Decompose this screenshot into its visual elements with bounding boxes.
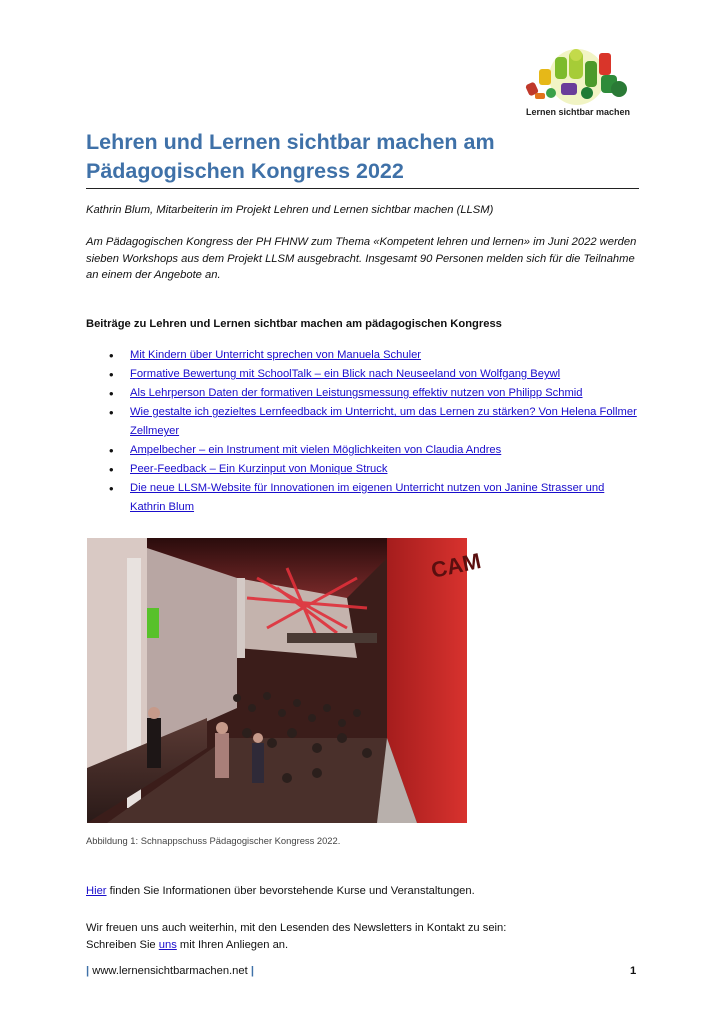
intro-paragraph: Am Pädagogischen Kongress der PH FHNW zum Thema «Kompetent lehren und lernen» im Juni 2022 werden sieben Workshops aus dem Projekt LLSM ausgebracht. Insgesamt 90 Personen melden sich für die Teilnahme an einem der Angebote an.	[86, 236, 637, 281]
contributions-list	[86, 346, 642, 517]
contribution-link[interactable]: Ampelbecher – ein Instrument mit vielen Möglichkeiten von Claudia Andres	[130, 444, 502, 456]
list-item	[86, 479, 642, 517]
list-item	[86, 441, 642, 460]
author-line: Kathrin Blum, Mitarbeiterin im Projekt Lehren und Lernen sichtbar machen (LLSM)	[86, 204, 494, 216]
footer	[86, 965, 254, 977]
logo-text: Lernen sichtbar machen	[525, 107, 631, 117]
contact-text-post: mit Ihren Anliegen an.	[176, 939, 289, 951]
congress-photo	[87, 538, 484, 823]
page-title: Lehren und Lernen sichtbar machen am Pädagogischen Kongress 2022	[86, 130, 495, 183]
contributions-heading: Beiträge zu Lehren und Lernen sichtbar machen am pädagogischen Kongress	[86, 318, 502, 330]
footer-bar-left: |	[86, 965, 90, 977]
figure-caption: Abbildung 1: Schnappschuss Pädagogischer Kongress 2022.	[86, 835, 341, 846]
logo-graphic	[517, 45, 639, 107]
courses-link[interactable]: Hier	[86, 885, 107, 897]
footer-bar-right: |	[250, 965, 254, 977]
contact-paragraph	[86, 920, 506, 954]
list-item	[86, 460, 642, 479]
logo	[517, 45, 639, 125]
list-item	[86, 346, 642, 365]
wall-lettering: CAM	[428, 548, 484, 583]
contact-line-1: Wir freuen uns auch weiterhin, mit den Lesenden des Newsletters in Kontakt zu sein:	[86, 922, 507, 934]
list-item	[86, 384, 642, 403]
contribution-link[interactable]: Mit Kindern über Unterricht sprechen von Manuela Schuler	[130, 349, 422, 361]
footer-url: www.lernensichtbarmachen.net	[89, 965, 251, 977]
page-number: 1	[630, 965, 637, 977]
info-text: finden Sie Informationen über bevorstehende Kurse und Veranstaltungen.	[106, 885, 475, 897]
list-item	[86, 403, 642, 441]
contact-line-2	[86, 937, 506, 954]
contact-text-pre: Schreiben Sie	[86, 939, 159, 951]
contribution-link[interactable]: Formative Bewertung mit SchoolTalk – ein Blick nach Neuseeland von Wolfgang Beywl	[130, 368, 561, 380]
contribution-link[interactable]: Als Lehrperson Daten der formativen Leistungsmessung effektiv nutzen von Philipp Schmid	[130, 387, 583, 399]
contribution-link[interactable]: Peer-Feedback – Ein Kurzinput von Monique Struck	[130, 463, 388, 475]
list-item	[86, 365, 642, 384]
title-divider	[86, 188, 639, 189]
info-line	[86, 885, 475, 897]
contribution-link[interactable]: Die neue LLSM-Website für Innovationen im eigenen Unterricht nutzen von Janine Strasser und Kathrin Blum	[130, 482, 605, 513]
contribution-link[interactable]: Wie gestalte ich gezieltes Lernfeedback im Unterricht, um das Lernen zu stärken? Von Helena Follmer Zellmeyer	[130, 406, 637, 437]
contact-link[interactable]: uns	[158, 939, 177, 951]
